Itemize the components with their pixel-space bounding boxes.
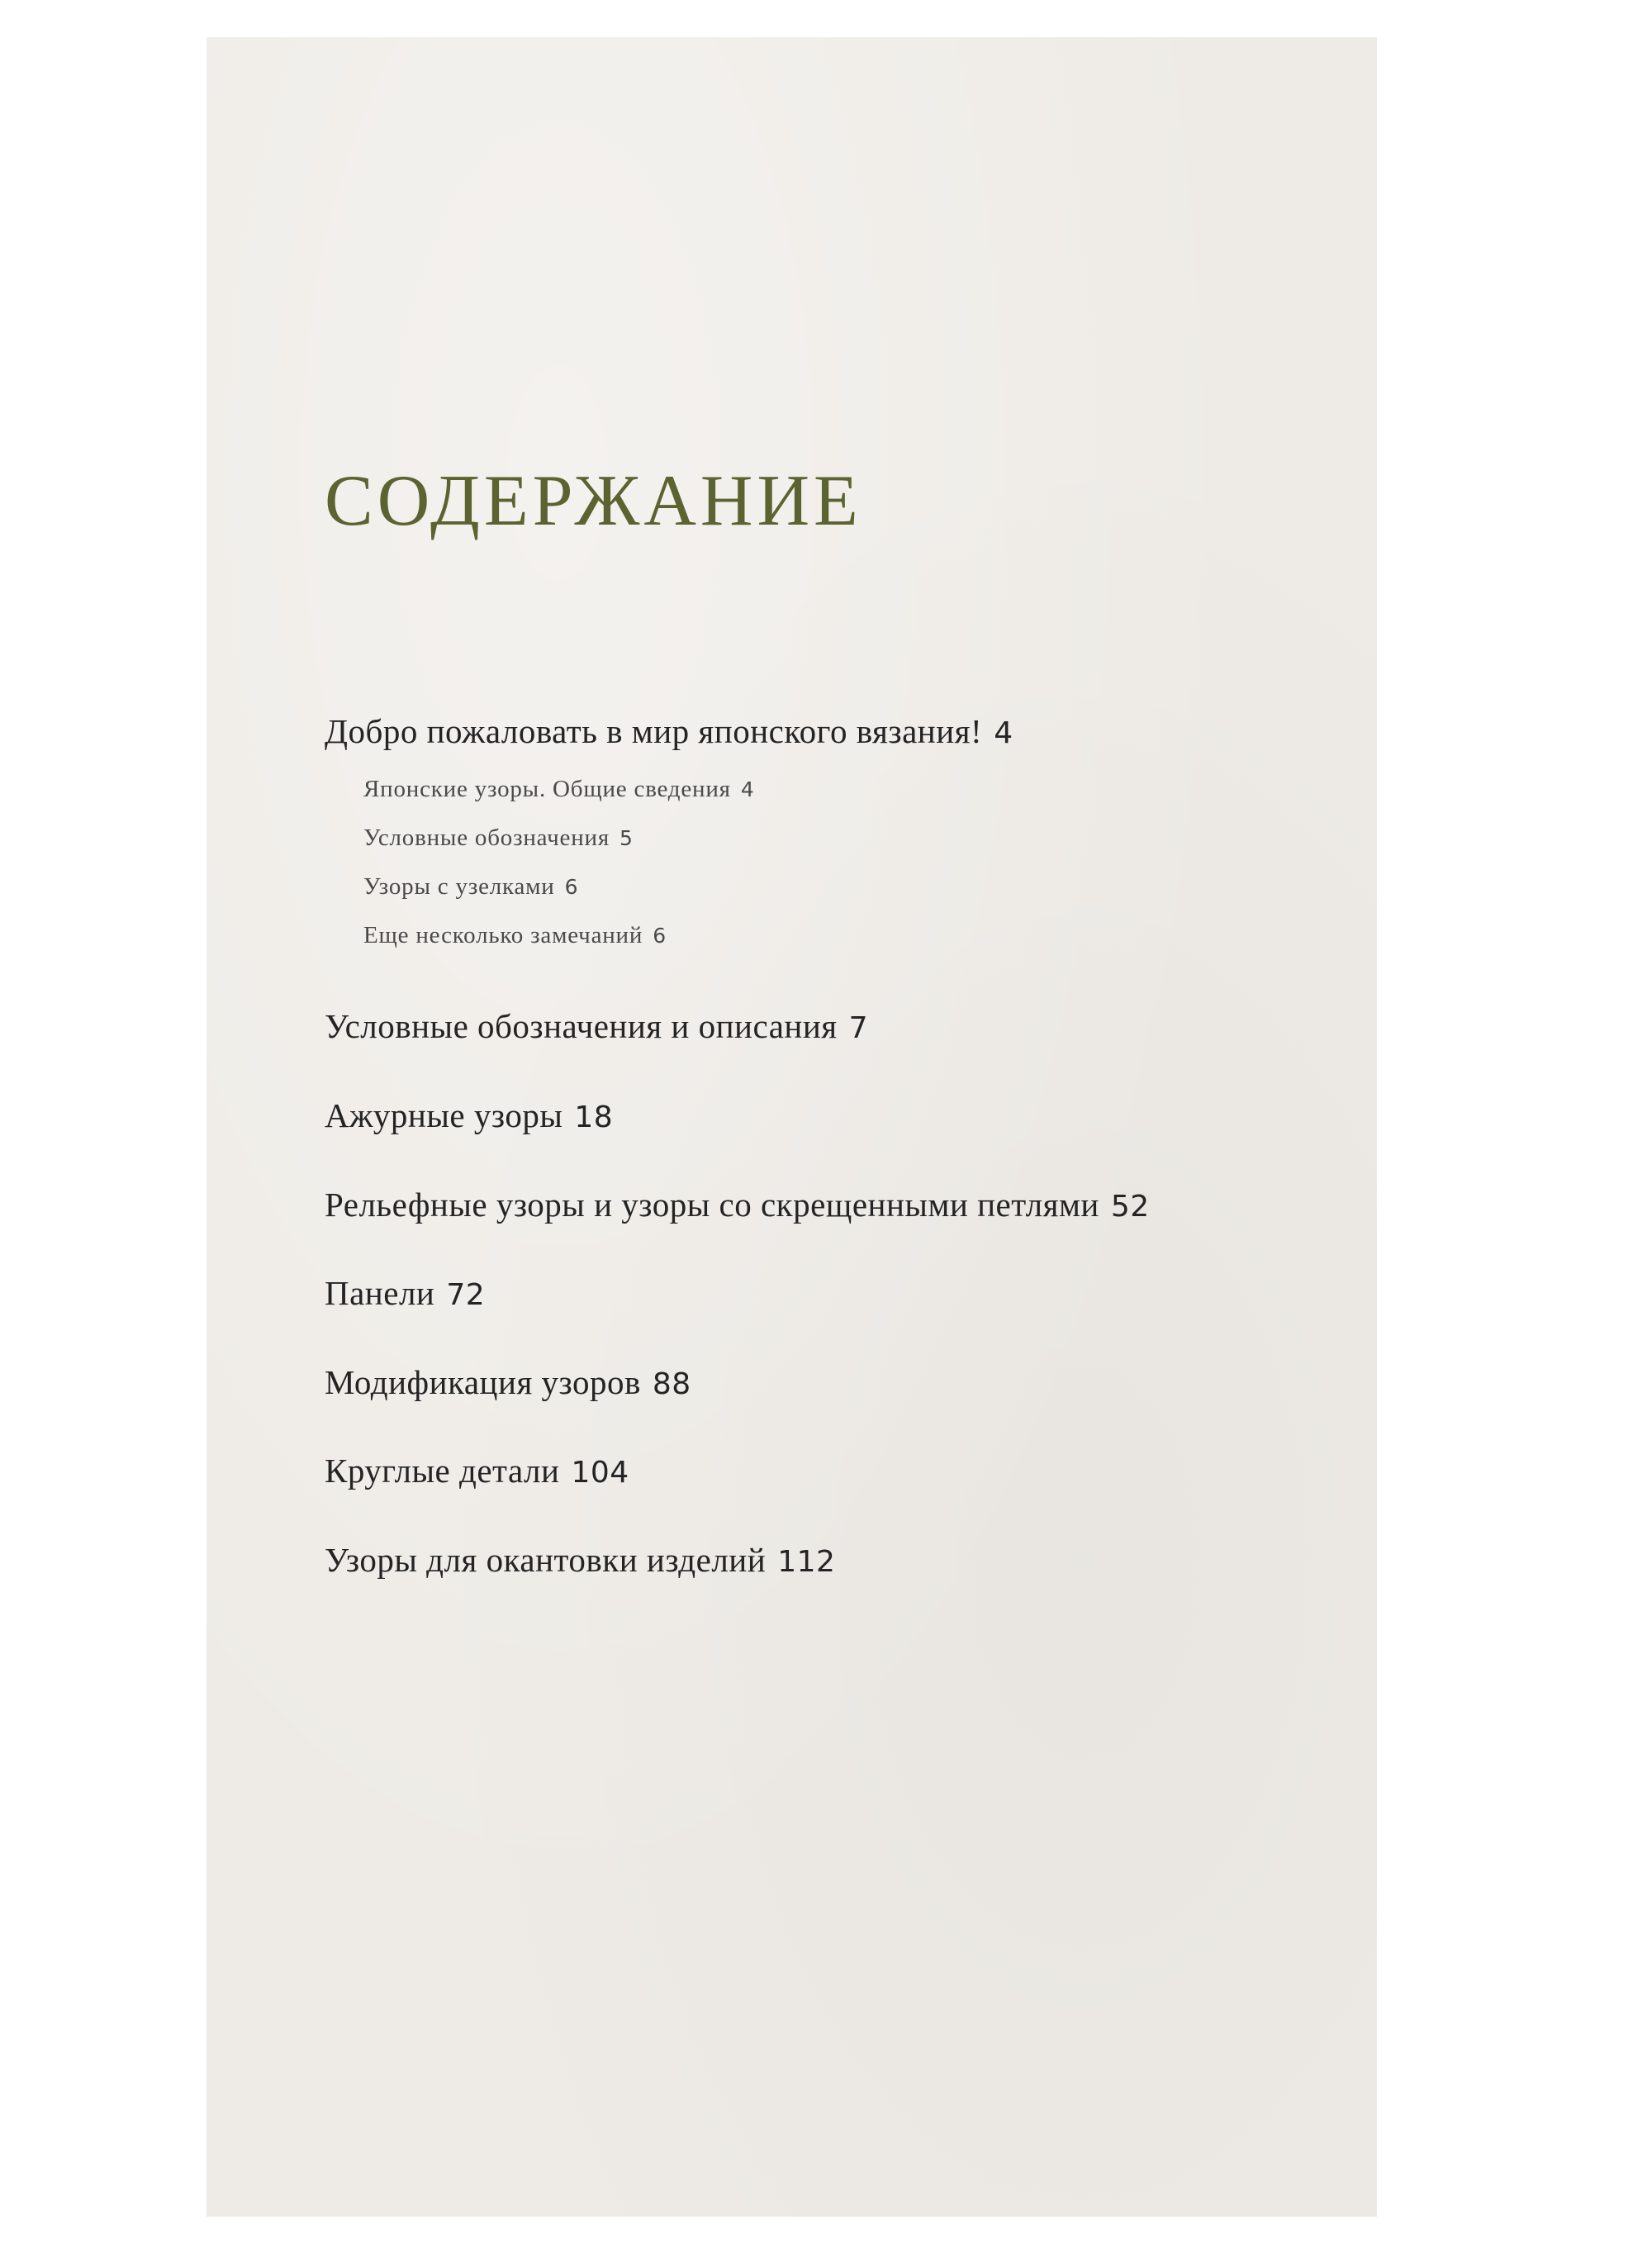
toc-entry-page: 7 [848, 1011, 869, 1045]
toc-entry-intro[interactable] [325, 712, 1014, 750]
toc-entry-label: Модификация узоров [325, 1363, 641, 1401]
toc-entry-label: Круглые детали [325, 1452, 560, 1490]
toc-sub-label: Узоры с узелками [363, 873, 555, 900]
toc-sub-label: Условные обозначения [363, 825, 610, 851]
toc-sub-page: 4 [740, 777, 755, 801]
toc-entry-page: 112 [777, 1545, 836, 1579]
toc-title: СОДЕРЖАНИЕ [325, 461, 862, 541]
toc-entry-round[interactable] [325, 1454, 629, 1488]
toc-entry-label: Узоры для окантовки изделий [325, 1541, 767, 1579]
toc-sub-entry[interactable] [363, 875, 578, 899]
toc-entry-symbols[interactable] [325, 1007, 869, 1045]
book-page [206, 37, 1377, 2217]
toc-sub-label: Японские узоры. Общие сведения [363, 776, 731, 802]
toc-sub-entry[interactable] [363, 777, 755, 801]
toc-sub-entry[interactable] [363, 924, 667, 948]
toc-sub-entry[interactable] [363, 826, 634, 850]
toc-sub-page: 6 [653, 924, 667, 948]
toc-entry-page: 72 [446, 1278, 486, 1312]
toc-sub-page: 6 [564, 875, 579, 899]
toc-entry-label: Ажурные узоры [325, 1096, 563, 1134]
toc-entry-page: 18 [574, 1100, 614, 1134]
toc-entry-page: 104 [571, 1456, 629, 1490]
toc-entry-label: Рельефные узоры и узоры со скрещенными петлями [325, 1186, 1099, 1224]
toc-entry-page: 4 [994, 716, 1014, 750]
toc-entry-modification[interactable] [325, 1363, 691, 1401]
toc-sub-label: Еще несколько замечаний [363, 922, 643, 948]
toc-entry-page: 52 [1110, 1190, 1150, 1224]
toc-entry-cables[interactable] [325, 1188, 1150, 1222]
toc-entry-label: Условные обозначения и описания [325, 1007, 838, 1045]
toc-entry-edging[interactable] [325, 1543, 835, 1577]
toc-entry-lace[interactable] [325, 1096, 614, 1134]
toc-entry-label: Панели [325, 1274, 435, 1312]
toc-entry-page: 88 [652, 1367, 691, 1401]
toc-sub-page: 5 [620, 826, 634, 850]
toc-entry-label: Добро пожаловать в мир японского вязания! [325, 712, 983, 750]
toc-entry-panels[interactable] [325, 1276, 485, 1310]
